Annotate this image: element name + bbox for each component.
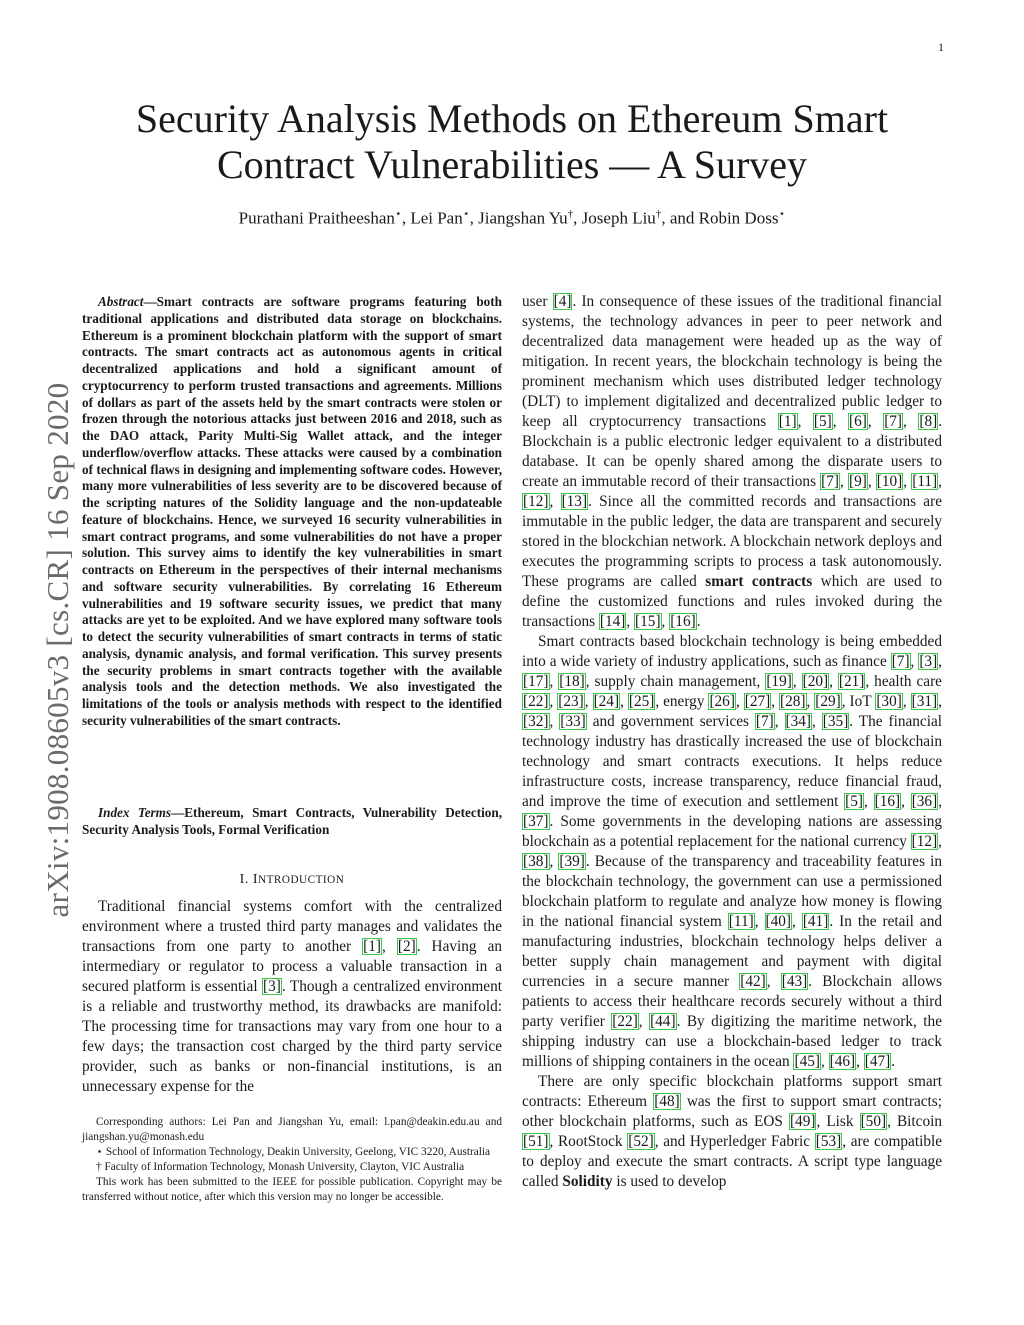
author-list: Purathani Praitheeshan⋆, Lei Pan⋆, Jiangshan Yu†, Joseph Liu†, and Robin Doss⋆ [238, 208, 786, 228]
citation-link[interactable]: [14] [599, 613, 626, 630]
citation-link[interactable]: [15] [635, 613, 661, 630]
citation-link[interactable]: [22] [612, 1013, 638, 1030]
index-terms-text: —Ethereum, Smart Contracts, Vulnerability Detection, Security Analysis Tools, Formal Verification [82, 805, 502, 837]
citation-link[interactable]: [24] [593, 693, 620, 710]
citation-link[interactable]: [13] [561, 493, 588, 510]
title-line-2: Contract Vulnerabilities — A Survey [216, 142, 808, 187]
citation-link[interactable]: [49] [789, 1113, 816, 1130]
author-name: Jiangshan Yu [478, 208, 568, 228]
citation-link[interactable]: [2] [397, 938, 416, 955]
right-column [522, 292, 942, 1192]
section-heading-introduction [82, 872, 502, 888]
right-paragraph-1: user [4]. In consequence of these issues of the traditional financial systems, the technology advances in peer to peer network and decentralized data management were headed up as the way of mitigation. In recent years, the blockchain technology is being the prominent mechanism which uses distributed ledger technology (DLT) to implement digitalized and decentralized public ledger to keep all cryptocurrency transactions [1], [5], [6], [7], [8]. Blockchain is a public electronic ledger equivalent to a distributed database. It can be openly shared among the disparate users to create an immutable record of their transactions [7], [9], [10], [11], [12], [13]. Since all the committed records and transactions are immutable in the public ledger, the data are transparent and securely stored in the blockchian network. A blockchain network deploys and executes the programming scripts to process a task autonomously. These programs are called smart contracts which are used to define the customized functions and rules invoked during the transactions [14], [15], [16]. [522, 293, 943, 630]
citation-link[interactable]: [11] [912, 473, 938, 490]
citation-link[interactable]: [41] [802, 913, 829, 930]
citation-link[interactable]: [18] [559, 673, 585, 690]
citation-link[interactable]: [17] [523, 673, 549, 690]
citation-link[interactable]: [50] [860, 1113, 887, 1130]
citation-link[interactable]: [34] [785, 713, 812, 730]
section-first-letter: I [252, 872, 259, 887]
page-number: 1 [938, 40, 944, 54]
citation-link[interactable]: [22] [523, 693, 549, 710]
footnotes [82, 1115, 502, 1205]
right-paragraph-2: Smart contracts based blockchain technology is being embedded into a wide variety of industry applications, such as finance [7], [3], [17], [18], supply chain management, [19], [20], [21], health care [22], [23], [24], [25], energy [26], [27], [28], [29], IoT [30], [31], [32], [33] and government services [7], [34], [35]. The financial technology industry has drastically increased the use of blockchain technology and smart contracts executions. It helps reduce infrastructure costs, increase transparency, reduce financial fraud, and improve the time of execution and settlement [5], [16], [36], [37]. Some governments in the developing nations are assessing blockchain as a potential replacement for the national currency [12], [38], [39]. Because of the transparency and traceability features in the blockchain technology, the government can use a permissioned blockchain platform to regulate and analyze how money is flowing in the national financial system [11], [40], [41]. In the retail and manufacturing industries, blockchain technology helps deliver a better supply chain management and payment with digital currencies in a secure manner [42], [43]. Blockchain allows patients to access their healthcare records securely without a third party verifier [22], [44]. By digitizing the maritime network, the shipping industry can use a blockchain-based ledger to track millions of shipping containers in the ocean [45], [46], [47]. [522, 633, 943, 1070]
footnote-monash: † Faculty of Information Technology, Monash University, Clayton, VIC Australia [96, 1161, 465, 1173]
citation-link[interactable]: [29] [815, 693, 841, 710]
citation-link[interactable]: [27] [744, 693, 771, 710]
citation-link[interactable]: [4] [553, 293, 572, 310]
citation-link[interactable]: [23] [558, 693, 584, 710]
citation-link[interactable]: [28] [780, 693, 806, 710]
author-name: Joseph Liu [581, 208, 656, 228]
title-line-1: Security Analysis Methods on Ethereum Smart [135, 96, 889, 141]
abstract-text: —Smart contracts are software programs featuring both traditional applications and distributed data storage on blockchains. Ethereum is a prominent blockchain platform with the support of smart contracts. The smart contracts act as autonomous agents in critical decentralized applications and hold a significant amount of cryptocurrency to perform trusted transactions and agreements. Millions of dollars as part of the assets held by the smart contracts were stolen or frozen through the notorious attacks just between 2016 and 2018, such as the DAO attack, Parity Multi-Sig Wallet attack, and the integer underflow/overflow attacks. These attacks were caused by a combination of technical flaws in designing and implementing software codes. However, many more vulnerabilities of less severity are to be discovered because of the scripting natures of the Solidity language and the non-updateable feature of blockchains. Hence, we surveyed 16 security vulnerabilities in smart contract programs, and some vulnerabilities do not have a proper solution. This survey aims to identify the key vulnerabilities in smart contracts on Ethereum in the perspectives of their internal mechanisms and software security vulnerabilities. By correlating 16 Ethereum vulnerabilities and 19 software security issues, we predict that many attacks are yet to be exploited. And we have explored many software tools to detect the security vulnerabilities of smart contracts in terms of static analysis, dynamic analysis, and formal verification. This survey presents the security problems in smart contracts together with the available analysis tools and the detection methods. We also investigated the limitations of the tools or analysis methods with respect to the identified security vulnerabilities of the smart contracts. [82, 294, 502, 728]
author-affiliation-mark: † [567, 208, 574, 220]
citation-link[interactable]: [31] [911, 693, 938, 710]
abstract [82, 294, 502, 730]
citation-link[interactable]: [1] [363, 938, 381, 955]
citation-link[interactable]: [21] [838, 673, 865, 690]
author-name: Purathani Praitheeshan [238, 208, 395, 228]
citation-link[interactable]: [3] [263, 978, 281, 995]
arxiv-stamp: arXiv:1908.08605v3 [cs.CR] 16 Sep 2020 [40, 382, 75, 918]
author-name: Robin Doss [698, 208, 779, 228]
index-terms [82, 805, 502, 839]
citation-link[interactable]: [16] [670, 613, 696, 630]
bold-term: smart contracts [705, 573, 813, 590]
citation-link[interactable]: [26] [709, 693, 735, 710]
citation-link[interactable]: [16] [874, 793, 901, 810]
citation-link[interactable]: [44] [650, 1013, 676, 1030]
citation-link[interactable]: [8] [919, 413, 938, 430]
author-affiliation-mark: ⋆ [462, 208, 470, 220]
citation-link[interactable]: [53] [815, 1133, 842, 1150]
citation-link[interactable]: [33] [560, 713, 586, 730]
section-rest: NTRODUCTION [258, 874, 345, 886]
citation-link[interactable]: [52] [628, 1133, 654, 1150]
citation-link[interactable]: [5] [845, 793, 863, 810]
citation-link[interactable]: [30] [876, 693, 902, 710]
citation-link[interactable]: [20] [802, 673, 829, 690]
citation-link[interactable]: [12] [523, 493, 549, 510]
intro-paragraph-1: Traditional financial systems comfort with the centralized environment where a trusted third party manages and validates the transactions from one party to another [1], [2]. Having an intermediary or regulator to process a valuable transaction in a secured platform is essential [3]. Though a centralized environment is a reliable and trustworthy method, its drawbacks are manifold: The processing time for transactions may vary from one hour to a few days; the transaction cost charged by the third party service provider, such as banks or non-financial institutions, is an unnecessary expense for the [82, 898, 503, 1095]
citation-link[interactable]: [42] [740, 973, 766, 990]
citation-link[interactable]: [40] [765, 913, 791, 930]
footnote-ieee: This work has been submitted to the IEEE for possible publication. Copyright may be transferred without notice, after which this version may no longer be accessible. [82, 1176, 502, 1203]
citation-link[interactable]: [10] [876, 473, 903, 490]
introduction-body [82, 897, 502, 1097]
citation-link[interactable]: [32] [523, 713, 549, 730]
citation-link[interactable]: [9] [848, 473, 867, 490]
footnote-corresponding: Corresponding authors: Lei Pan and Jiangshan Yu, email: l.pan@deakin.edu.au and jiangshan.yu@monash.edu [82, 1116, 502, 1143]
citation-link[interactable]: [35] [822, 713, 849, 730]
section-number: I. [239, 872, 253, 887]
citation-link[interactable]: [7] [821, 473, 840, 490]
bold-term: Solidity [562, 1173, 613, 1190]
citation-link[interactable]: [12] [911, 833, 938, 850]
citation-link[interactable]: [39] [559, 853, 585, 870]
citation-link[interactable]: [1] [778, 413, 797, 430]
citation-link[interactable]: [11] [728, 913, 754, 930]
paper-title [100, 96, 924, 188]
citation-link[interactable]: [48] [654, 1093, 680, 1110]
citation-link[interactable]: [5] [813, 413, 832, 430]
citation-link[interactable]: [19] [766, 673, 792, 690]
author-affiliation-mark: ⋆ [778, 208, 786, 220]
citation-link[interactable]: [36] [911, 793, 938, 810]
citation-link[interactable]: [37] [523, 813, 549, 830]
abstract-label: Abstract [98, 294, 144, 309]
citation-link[interactable]: [45] [794, 1053, 820, 1070]
citation-link[interactable]: [25] [628, 693, 655, 710]
citation-link[interactable]: [47] [864, 1053, 891, 1070]
citation-link[interactable]: [51] [523, 1133, 549, 1150]
right-paragraph-3: There are only specific blockchain platforms support smart contracts: Ethereum [48] was the first to support smart contracts; other blockchain platforms, such as EOS [49], Lisk [50], Bitcoin [51], RootStock [52], and Hyperledger Fabric [53], are compatible to deploy and execute the smart contracts. A script type language called Solidity is used to develop [522, 1073, 943, 1190]
citation-link[interactable]: [7] [884, 413, 903, 430]
index-terms-label: Index Terms [98, 805, 172, 820]
citation-link[interactable]: [3] [919, 653, 938, 670]
citation-link[interactable]: [6] [849, 413, 867, 430]
author-name: Lei Pan [410, 208, 463, 228]
citation-link[interactable]: [46] [829, 1053, 856, 1070]
citation-link[interactable]: [7] [755, 713, 774, 730]
citation-link[interactable]: [38] [523, 853, 549, 870]
author-affiliation-mark: ⋆ [394, 208, 402, 220]
author-affiliation-mark: † [655, 208, 662, 220]
footnote-deakin: ⋆ School of Information Technology, Deakin University, Geelong, VIC 3220, Australia [96, 1146, 491, 1158]
citation-link[interactable]: [7] [891, 653, 910, 670]
citation-link[interactable]: [43] [781, 973, 808, 990]
